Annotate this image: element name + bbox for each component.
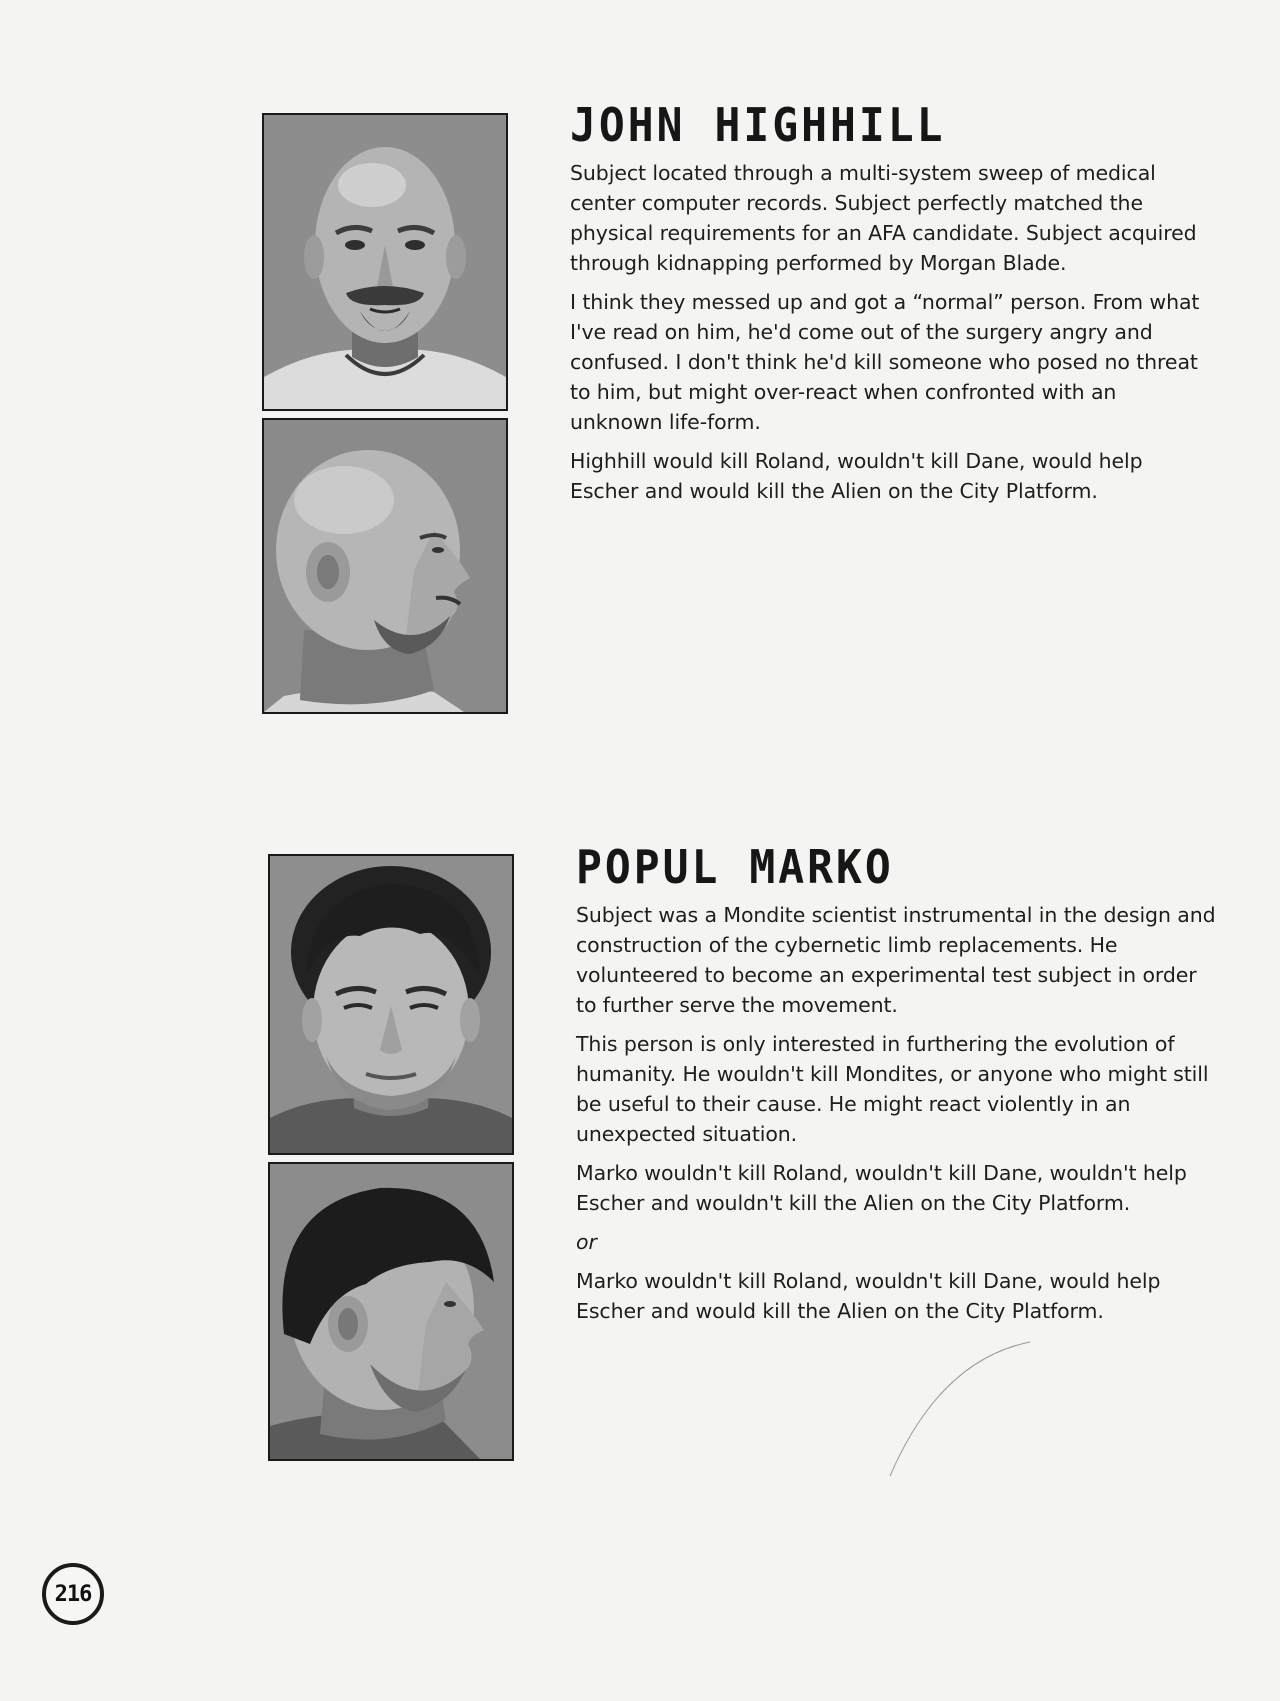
photo-column [268, 854, 514, 1461]
photo-column [262, 113, 508, 714]
profile-text [570, 99, 1215, 515]
portrait-profile-photo [268, 1162, 514, 1461]
profile-paragraph: Marko wouldn't kill Roland, wouldn't kill Dane, wouldn't help Escher and wouldn't kill the Alien on the City Platform. [576, 1161, 1187, 1215]
profile-text [576, 841, 1221, 1335]
page-number: 216 [54, 1581, 92, 1607]
portrait-front-photo [262, 113, 508, 411]
decorative-curve [880, 1340, 1040, 1480]
profile-paragraph: This person is only interested in furthering the evolution of humanity. He wouldn't kill Mondites, or anyone who might still be useful to their cause. He might react violently in an unexpected situation. [576, 1032, 1209, 1146]
profile-paragraph: Subject located through a multi-system sweep of medical center computer records. Subject perfectly matched the physical requirements for an AFA candidate. Subject acquired through kidnapping performed by Morgan Blade. [570, 161, 1197, 275]
profile-paragraph: Highhill would kill Roland, wouldn't kill Dane, would help Escher and would kill the Alien on the City Platform. [570, 449, 1143, 503]
profile-paragraph: Subject was a Mondite scientist instrumental in the design and construction of the cybernetic limb replacements. He volunteered to become an experimental test subject in order to further serve the movement. [576, 903, 1216, 1017]
portrait-front-photo [268, 854, 514, 1155]
portrait-front-image [264, 115, 506, 409]
profile-paragraph-or: or [576, 1230, 597, 1254]
portrait-profile-image [264, 420, 506, 712]
profile-paragraph: I think they messed up and got a “normal” person. From what I've read on him, he'd come out of the surgery angry and confused. I don't think he'd kill someone who posed no threat to him, but might over-react when confronted with an unknown life-form. [570, 290, 1200, 434]
portrait-profile-image [270, 1164, 512, 1459]
portrait-profile-photo [262, 418, 508, 714]
portrait-front-image [270, 856, 512, 1153]
page-number-badge [42, 1563, 104, 1625]
profile-name: JOHN HIGHHILL [570, 99, 946, 154]
profile-name: POPUL MARKO [576, 841, 894, 896]
profile-paragraph: Marko wouldn't kill Roland, wouldn't kill Dane, would help Escher and would kill the Alien on the City Platform. [576, 1269, 1161, 1323]
